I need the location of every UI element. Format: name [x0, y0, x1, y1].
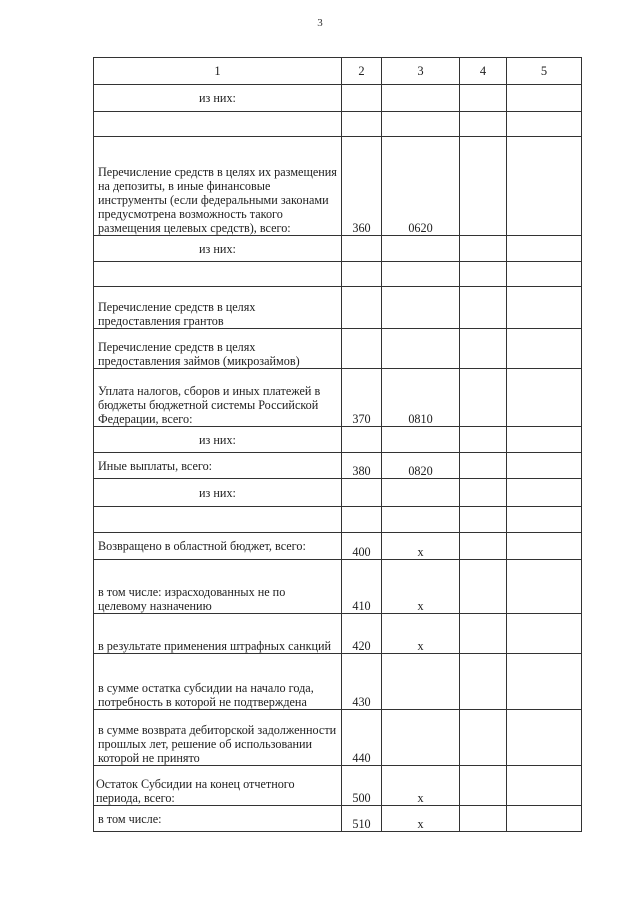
row-col-5 — [507, 262, 582, 287]
row-value: x — [382, 806, 460, 832]
row-value: 0820 — [382, 453, 460, 479]
row-code: 370 — [342, 369, 382, 427]
row-label: в том числе: — [94, 806, 342, 832]
row-value — [382, 262, 460, 287]
table-row — [94, 453, 582, 479]
table-row — [94, 369, 582, 427]
row-col-4 — [460, 112, 507, 137]
table-row — [94, 479, 582, 507]
row-code: 380 — [342, 453, 382, 479]
table-row — [94, 287, 582, 329]
row-label: в сумме остатка субсидии на начало года, потребность в которой не подтверждена — [94, 654, 342, 710]
row-value: x — [382, 560, 460, 614]
row-col-4 — [460, 766, 507, 806]
row-label: в том числе: израсходованных не по целевому назначению — [94, 560, 342, 614]
row-code: 400 — [342, 533, 382, 560]
row-code — [342, 479, 382, 507]
row-label: Уплата налогов, сборов и иных платежей в бюджеты бюджетной системы Российской Федерации, всего: — [94, 369, 342, 427]
table-row — [94, 614, 582, 654]
row-col-4 — [460, 806, 507, 832]
row-code — [342, 112, 382, 137]
row-code — [342, 262, 382, 287]
row-label: из них: — [94, 85, 342, 112]
table-row — [94, 236, 582, 262]
row-code: 500 — [342, 766, 382, 806]
row-col-5 — [507, 329, 582, 369]
row-value — [382, 507, 460, 533]
row-code: 440 — [342, 710, 382, 766]
row-code: 510 — [342, 806, 382, 832]
row-col-4 — [460, 236, 507, 262]
header-col-2: 2 — [342, 58, 382, 85]
table-row — [94, 710, 582, 766]
row-col-5 — [507, 479, 582, 507]
row-label — [94, 262, 342, 287]
row-value — [382, 710, 460, 766]
page-number: 3 — [317, 17, 323, 29]
row-col-4 — [460, 710, 507, 766]
row-value: 0620 — [382, 137, 460, 236]
row-col-5 — [507, 287, 582, 329]
row-label: Перечисление средств в целях предоставления грантов — [94, 287, 342, 329]
row-col-5 — [507, 766, 582, 806]
row-code: 420 — [342, 614, 382, 654]
row-label: в сумме возврата дебиторской задолженности прошлых лет, решение об использовании которой не принято — [94, 710, 342, 766]
row-label: Иные выплаты, всего: — [94, 453, 342, 479]
row-value: x — [382, 533, 460, 560]
row-label — [94, 507, 342, 533]
row-col-5 — [507, 560, 582, 614]
row-col-4 — [460, 262, 507, 287]
row-value — [382, 479, 460, 507]
row-col-4 — [460, 369, 507, 427]
row-code: 430 — [342, 654, 382, 710]
row-col-5 — [507, 453, 582, 479]
row-value — [382, 236, 460, 262]
row-code — [342, 507, 382, 533]
row-col-5 — [507, 710, 582, 766]
row-col-5 — [507, 614, 582, 654]
row-label — [94, 112, 342, 137]
table-row — [94, 427, 582, 453]
row-col-4 — [460, 427, 507, 453]
row-col-5 — [507, 236, 582, 262]
row-col-4 — [460, 479, 507, 507]
row-code — [342, 236, 382, 262]
row-col-4 — [460, 654, 507, 710]
table-row — [94, 766, 582, 806]
row-code — [342, 329, 382, 369]
row-col-4 — [460, 329, 507, 369]
row-code: 360 — [342, 137, 382, 236]
row-label: Остаток Субсидии на конец отчетного периода, всего: — [94, 766, 342, 806]
row-label: Возвращено в областной бюджет, всего: — [94, 533, 342, 560]
row-value — [382, 427, 460, 453]
row-label: в результате применения штрафных санкций — [94, 614, 342, 654]
row-code — [342, 85, 382, 112]
table-row — [94, 806, 582, 832]
row-col-4 — [460, 287, 507, 329]
row-col-4 — [460, 453, 507, 479]
row-col-5 — [507, 507, 582, 533]
report-table — [93, 57, 582, 832]
row-code — [342, 427, 382, 453]
row-col-4 — [460, 614, 507, 654]
row-label: из них: — [94, 427, 342, 453]
row-col-4 — [460, 137, 507, 236]
row-col-5 — [507, 112, 582, 137]
row-value — [382, 112, 460, 137]
table-row — [94, 533, 582, 560]
row-label: Перечисление средств в целях предоставления займов (микрозаймов) — [94, 329, 342, 369]
row-label: из них: — [94, 236, 342, 262]
header-col-4: 4 — [460, 58, 507, 85]
table-row — [94, 112, 582, 137]
row-value: x — [382, 766, 460, 806]
row-col-5 — [507, 137, 582, 236]
row-col-4 — [460, 560, 507, 614]
row-col-4 — [460, 533, 507, 560]
row-col-4 — [460, 507, 507, 533]
row-value — [382, 329, 460, 369]
row-col-4 — [460, 85, 507, 112]
row-col-5 — [507, 654, 582, 710]
row-value — [382, 287, 460, 329]
row-col-5 — [507, 806, 582, 832]
row-col-5 — [507, 427, 582, 453]
row-col-5 — [507, 533, 582, 560]
row-label: Перечисление средств в целях их размещения на депозиты, в иные финансовые инструменты (если федеральными законами предусмотрена возможность такого размещения целевых средств), всего: — [94, 137, 342, 236]
header-row — [94, 58, 582, 85]
table-row — [94, 137, 582, 236]
table-row — [94, 85, 582, 112]
table-row — [94, 654, 582, 710]
row-code: 410 — [342, 560, 382, 614]
row-code — [342, 287, 382, 329]
row-col-5 — [507, 85, 582, 112]
row-label: из них: — [94, 479, 342, 507]
row-value: x — [382, 614, 460, 654]
row-value — [382, 654, 460, 710]
row-value: 0810 — [382, 369, 460, 427]
header-col-5: 5 — [507, 58, 582, 85]
row-col-5 — [507, 369, 582, 427]
header-col-1: 1 — [94, 58, 342, 85]
table-row — [94, 507, 582, 533]
row-value — [382, 85, 460, 112]
header-col-3: 3 — [382, 58, 460, 85]
table-row — [94, 560, 582, 614]
table-row — [94, 329, 582, 369]
table-row — [94, 262, 582, 287]
